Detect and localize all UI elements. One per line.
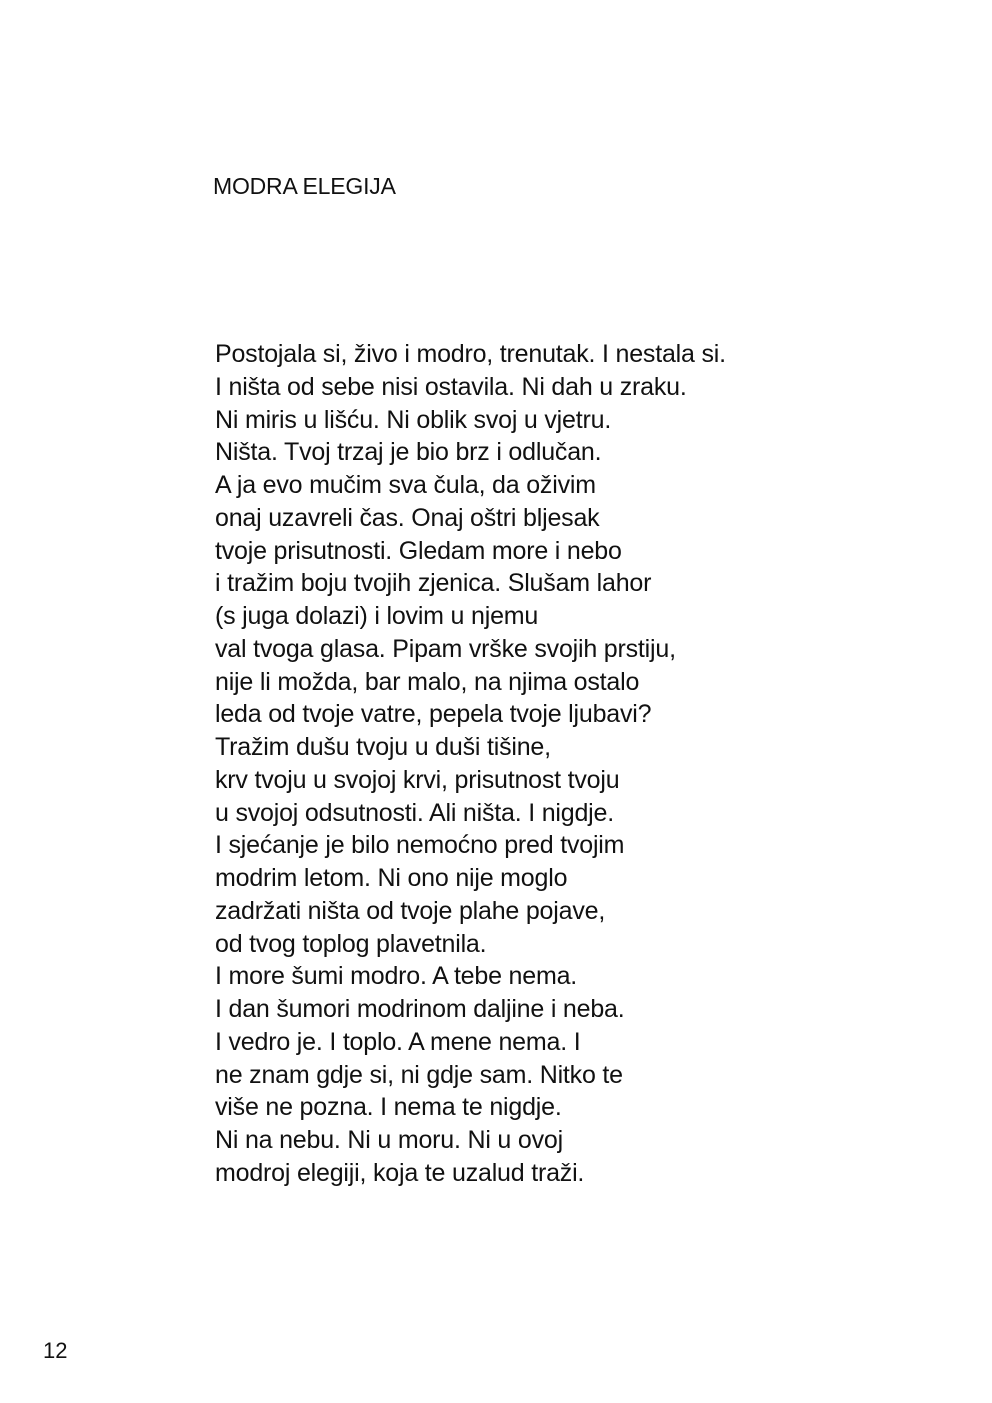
poem-line: (s juga dolazi) i lovim u njemu bbox=[215, 602, 539, 630]
poem-line: u svojoj odsutnosti. Ali ništa. I nigdje. bbox=[215, 798, 614, 827]
poem-line: nije li možda, bar malo, na njima ostalo bbox=[215, 667, 640, 696]
poem-line: I vedro je. I toplo. A mene nema. I bbox=[215, 1027, 581, 1056]
poem-line: I sjećanje je bilo nemoćno pred tvojim bbox=[215, 831, 625, 860]
poem-line: I ništa od sebe nisi ostavila. Ni dah u zraku. bbox=[215, 372, 687, 401]
poem-line: I more šumi modro. A tebe nema. bbox=[215, 962, 578, 991]
poem-line: Ni na nebu. Ni u moru. Ni u ovoj bbox=[215, 1126, 563, 1154]
poem-line: Ništa. Tvoj trzaj je bio brz i odlučan. bbox=[215, 438, 602, 467]
poem-line: I dan šumori modrinom daljine i neba. bbox=[215, 995, 625, 1023]
poem-line: i tražim boju tvojih zjenica. Slušam lahor bbox=[215, 569, 652, 598]
poem-line: od tvog toplog plavetnila. bbox=[215, 929, 487, 958]
poem-line: val tvoga glasa. Pipam vrške svojih prstiju, bbox=[215, 634, 676, 663]
poem-line: zadržati ništa od tvoje plahe pojave, bbox=[215, 896, 606, 925]
poem-line: Postojala si, živo i modro, trenutak. I nestala si. bbox=[215, 340, 726, 368]
poem-line: Tražim dušu tvoju u duši tišine, bbox=[215, 733, 551, 761]
poem-line: Ni miris u lišću. Ni oblik svoj u vjetru. bbox=[215, 405, 612, 434]
page-number: 12 bbox=[43, 1338, 68, 1363]
poem-line: A ja evo mučim sva čula, da oživim bbox=[215, 471, 596, 499]
poem-line: krv tvoju u svojoj krvi, prisutnost tvoju bbox=[215, 765, 620, 794]
poem-title: MODRA ELEGIJA bbox=[213, 173, 396, 199]
poem-body bbox=[215, 338, 726, 1190]
poem-line: tvoje prisutnosti. Gledam more i nebo bbox=[215, 536, 622, 565]
poem-line: ne znam gdje si, ni gdje sam. Nitko te bbox=[215, 1060, 623, 1089]
poem-line: modrim letom. Ni ono nije moglo bbox=[215, 864, 568, 892]
poem-line: modroj elegiji, koja te uzalud traži. bbox=[215, 1158, 585, 1187]
poem-line: više ne pozna. I nema te nigdje. bbox=[215, 1093, 562, 1122]
poem-line: leda od tvoje vatre, pepela tvoje ljubavi? bbox=[215, 700, 652, 729]
poem-line: onaj uzavreli čas. Onaj oštri bljesak bbox=[215, 503, 600, 532]
